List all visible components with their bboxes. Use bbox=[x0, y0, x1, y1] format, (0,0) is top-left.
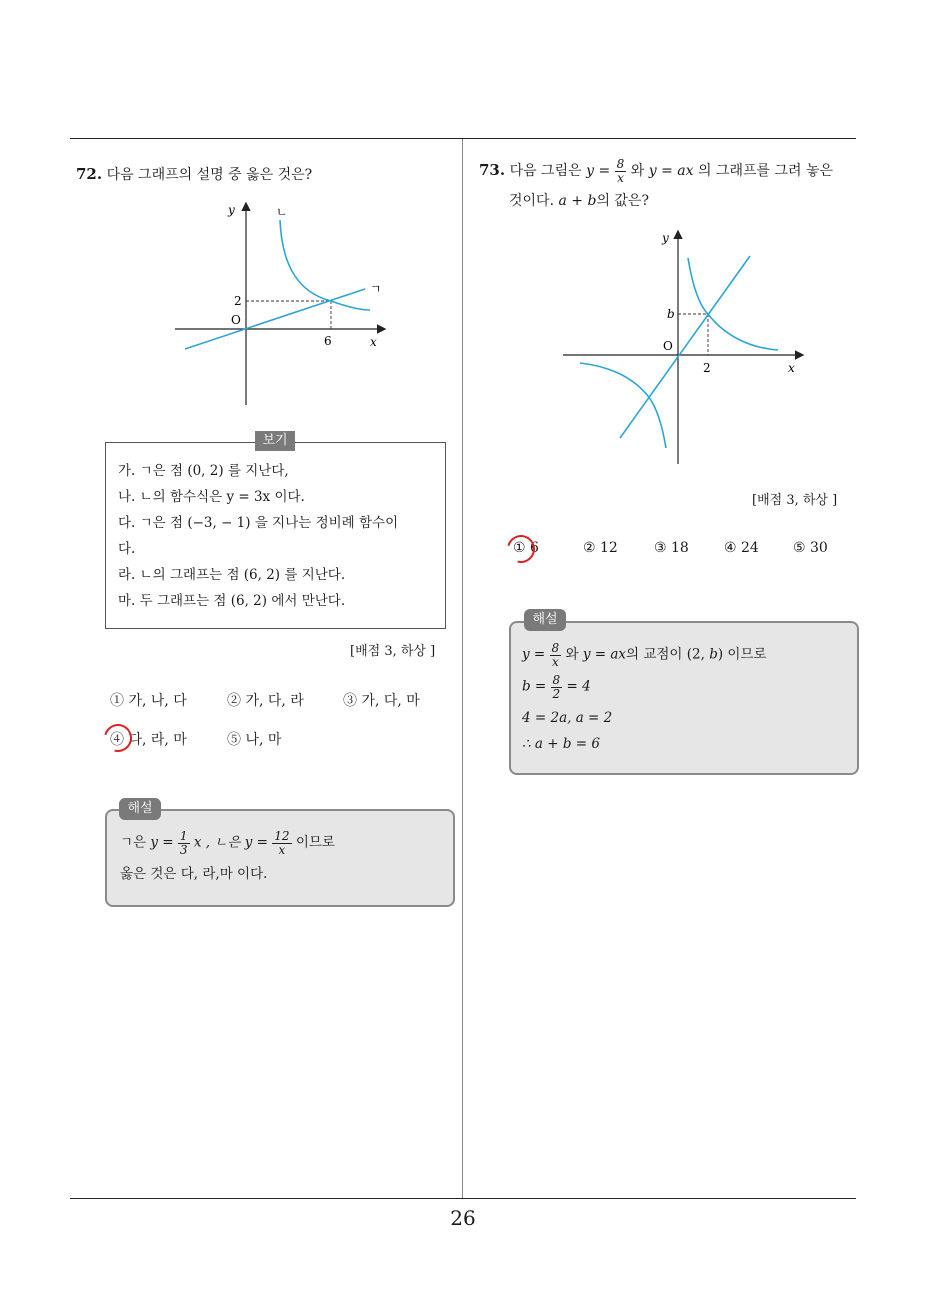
q72-choice-2[interactable]: ② 가, 다, 라 bbox=[227, 693, 304, 709]
fraction-numerator: 8 bbox=[552, 673, 561, 687]
q72-graph bbox=[170, 198, 390, 408]
q72-bogi-item: 다. bbox=[118, 541, 136, 557]
q72-curve-label-giyeok: ㄱ bbox=[370, 282, 382, 296]
q72-curve-inverse bbox=[280, 220, 370, 310]
q72-sol-fraction-2 bbox=[272, 830, 291, 856]
q73-line-direct bbox=[620, 256, 750, 438]
q73-solution-tag: 해설 bbox=[524, 609, 566, 631]
q73-answer-circle-mark bbox=[502, 530, 540, 568]
q73-sol-fraction-2 bbox=[551, 674, 563, 700]
q72-sol-text: 이므로 bbox=[295, 834, 335, 851]
q72-bogi-item: 나. ㄴ의 함수식은 y = 3x 이다. bbox=[118, 489, 305, 505]
q73-prompt-line-2 bbox=[509, 190, 649, 212]
q73-solution-line-1 bbox=[522, 642, 767, 668]
q72-prompt bbox=[76, 162, 312, 186]
q72-bogi-item: 라. ㄴ의 그래프는 점 (6, 2) 를 지난다. bbox=[118, 567, 346, 583]
q72-solution-box bbox=[105, 809, 455, 907]
q73-sol-fraction-1 bbox=[550, 642, 562, 668]
q72-solution-line-2: 옳은 것은 다, 라,마 이다. bbox=[120, 866, 268, 882]
column-divider bbox=[462, 139, 463, 1198]
q73-choice-4[interactable]: ④ 24 bbox=[724, 540, 759, 556]
fraction-numerator: 12 bbox=[274, 829, 290, 843]
fraction-numerator: 1 bbox=[179, 829, 188, 843]
q73-curve-inverse-q1 bbox=[688, 258, 778, 350]
q72-curve-label-nieun: ㄴ bbox=[276, 205, 288, 219]
q72-answer-circle-mark bbox=[99, 719, 137, 757]
q72-choice-1[interactable]: ① 가, 나, 다 bbox=[110, 693, 187, 709]
q73-score-meta: [배점 3, 하상 ] bbox=[752, 493, 838, 508]
q73-solution-line-4: ∴ a + b = 6 bbox=[522, 736, 600, 752]
page-number: 26 bbox=[450, 1206, 476, 1230]
q72-sol-fraction-1 bbox=[178, 830, 190, 856]
q73-text: 와 bbox=[630, 163, 645, 180]
q72-text: 다음 그래프의 설명 중 옳은 것은? bbox=[106, 167, 313, 183]
q73-graph bbox=[560, 226, 810, 468]
q72-sol-math: y = bbox=[244, 834, 268, 851]
q72-bogi-item: 다. ㄱ은 점 (−3, − 1) 을 지나는 정비례 함수이 bbox=[118, 515, 399, 531]
q72-number: 72. bbox=[76, 165, 103, 183]
q72-sol-text: ㄱ은 bbox=[120, 834, 147, 851]
q73-curve-inverse-q3 bbox=[580, 363, 666, 448]
fraction-denominator: x bbox=[617, 170, 624, 185]
q73-text: 의 값은? bbox=[596, 193, 649, 209]
q73-y-tick-label: b bbox=[667, 307, 675, 321]
q73-sol-text: ) 이므로 bbox=[717, 646, 767, 663]
q72-bogi-items bbox=[118, 458, 440, 614]
q73-x-tick-label: 2 bbox=[703, 361, 711, 375]
q72-sol-math: x , ㄴ은 bbox=[193, 834, 241, 851]
q73-sol-math: b = bbox=[522, 678, 547, 695]
q73-choice-1[interactable]: ① 6 bbox=[513, 540, 539, 556]
header-rule bbox=[70, 138, 856, 139]
fraction-numerator: 8 bbox=[616, 157, 625, 171]
q73-y-label: y bbox=[662, 231, 669, 245]
q73-prompt-line-1 bbox=[479, 158, 833, 184]
q72-choice-5[interactable]: ⑤ 나, 마 bbox=[227, 732, 282, 748]
q73-math: y = bbox=[586, 163, 611, 180]
q72-bogi-item: 마. 두 그래프는 점 (6, 2) 에서 만난다. bbox=[118, 593, 346, 609]
q73-sol-math: b bbox=[709, 646, 718, 663]
q72-choice-4[interactable]: ④ 다, 라, 마 bbox=[110, 732, 187, 748]
q73-sol-math: y = ax bbox=[582, 646, 626, 663]
q72-choice-3[interactable]: ③ 가, 다, 마 bbox=[343, 693, 420, 709]
q72-score-meta: [배점 3, 하상 ] bbox=[350, 644, 436, 659]
q73-sol-text: 의 교점이 (2, bbox=[626, 646, 710, 663]
q73-prompt-fraction bbox=[615, 158, 627, 184]
q72-solution-tag: 해설 bbox=[119, 798, 161, 820]
q72-y-label: y bbox=[228, 203, 235, 217]
q73-sol-math: y = bbox=[522, 646, 546, 663]
q72-origin-label: O bbox=[231, 313, 241, 327]
q72-bogi-item: 가. ㄱ은 점 (0, 2) 를 지난다, bbox=[118, 463, 289, 479]
fraction-numerator: 8 bbox=[551, 641, 560, 655]
q72-bogi-tag: 보기 bbox=[255, 431, 295, 451]
q73-choice-5[interactable]: ⑤ 30 bbox=[793, 540, 828, 556]
q73-solution-line-2 bbox=[522, 674, 591, 700]
q73-sol-text: 와 bbox=[565, 646, 579, 663]
q73-choice-3[interactable]: ③ 18 bbox=[654, 540, 689, 556]
fraction-denominator: x bbox=[551, 654, 559, 669]
q73-choice-2[interactable]: ② 12 bbox=[583, 540, 618, 556]
q72-x-label: x bbox=[370, 335, 377, 349]
q73-x-label: x bbox=[788, 361, 795, 375]
q73-math: a + b bbox=[558, 193, 597, 209]
q73-origin-label: O bbox=[663, 339, 673, 353]
q72-solution-line-1 bbox=[120, 830, 335, 856]
q72-y-tick-label: 2 bbox=[234, 294, 242, 308]
q73-text: 다음 그림은 bbox=[509, 163, 582, 180]
q73-text: 것이다. bbox=[509, 193, 555, 209]
fraction-denominator: 3 bbox=[179, 842, 188, 857]
q73-text: 의 그래프를 그려 놓은 bbox=[697, 163, 834, 180]
q73-sol-math: = 4 bbox=[566, 678, 591, 695]
q72-line-direct bbox=[185, 289, 365, 349]
fraction-denominator: x bbox=[278, 842, 286, 857]
footer-rule bbox=[70, 1198, 856, 1199]
fraction-denominator: 2 bbox=[552, 686, 561, 701]
q72-x-tick-label: 6 bbox=[324, 334, 332, 348]
q73-number: 73. bbox=[479, 161, 506, 180]
q73-math: y = ax bbox=[648, 163, 694, 180]
q72-sol-math: y = bbox=[150, 834, 174, 851]
q73-solution-line-3: 4 = 2a, a = 2 bbox=[522, 710, 613, 726]
